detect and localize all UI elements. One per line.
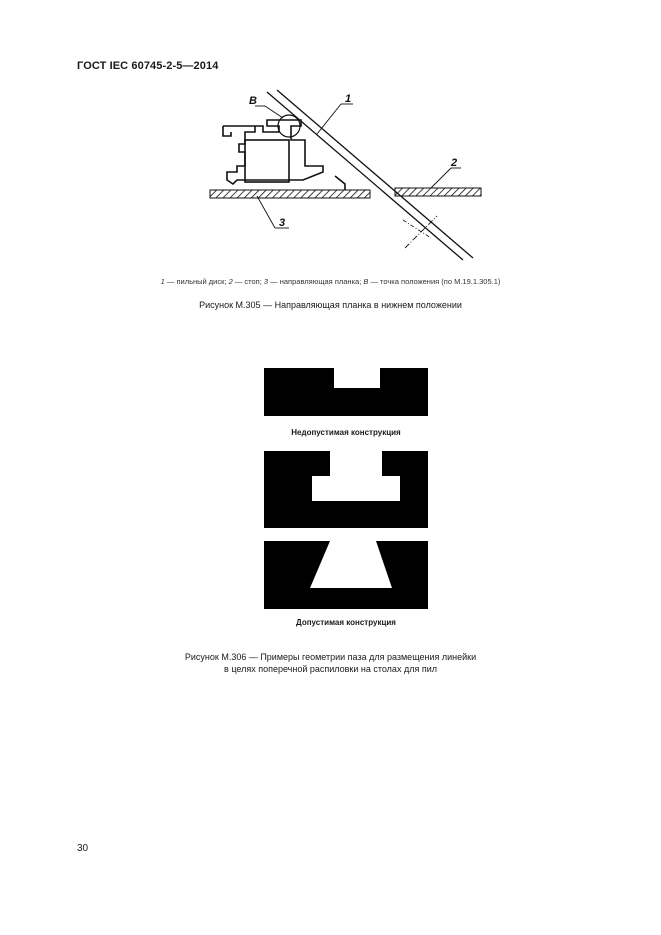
slot-profile-unacceptable (264, 368, 428, 416)
guide-bar-profile (223, 120, 345, 190)
figure-m306-caption (0, 651, 661, 675)
saw-blade (267, 90, 473, 260)
figure-m305-caption: Рисунок М.305 — Направляющая планка в нижнем положении (199, 300, 462, 310)
label-3: 3 (279, 217, 286, 229)
label-unacceptable-design: Недопустимая конструкция (291, 428, 401, 437)
slot-profile-t-slot (264, 451, 428, 528)
legend-key-1: 1 (160, 277, 165, 286)
legend-text-b: — точка положения (по М.19.1.305.1) (368, 277, 501, 286)
figure-m306-caption-line1: Рисунок М.306 — Примеры геометрии паза для размещения линейки (184, 652, 477, 662)
legend-key-3: 3 (263, 277, 269, 286)
legend-text-1: — пильный диск; (164, 277, 229, 286)
label-b: B (249, 95, 257, 107)
legend-text-2: — стоп; (232, 277, 264, 286)
table-surface-left (210, 190, 370, 198)
label-acceptable-design: Допустимая конструкция (296, 618, 396, 627)
legend-key-2: 2 (228, 277, 233, 286)
slot-profile-dovetail (264, 541, 428, 609)
figure-m305-drawing (205, 88, 495, 268)
legend-text-3: — направляющая планка; (268, 277, 364, 286)
page-number: 30 (77, 843, 89, 854)
label-1: 1 (345, 93, 352, 105)
document-header: ГОСТ IEC 60745-2-5—2014 (77, 60, 219, 72)
figure-m306-drawing (262, 366, 432, 616)
label-2: 2 (451, 157, 458, 169)
figure-m305-legend (0, 277, 661, 286)
legend-key-b: B (363, 277, 369, 286)
figure-m306-caption-line2: в целях поперечной распиловки на столах для пил (224, 664, 437, 674)
stop-surface (395, 188, 481, 196)
